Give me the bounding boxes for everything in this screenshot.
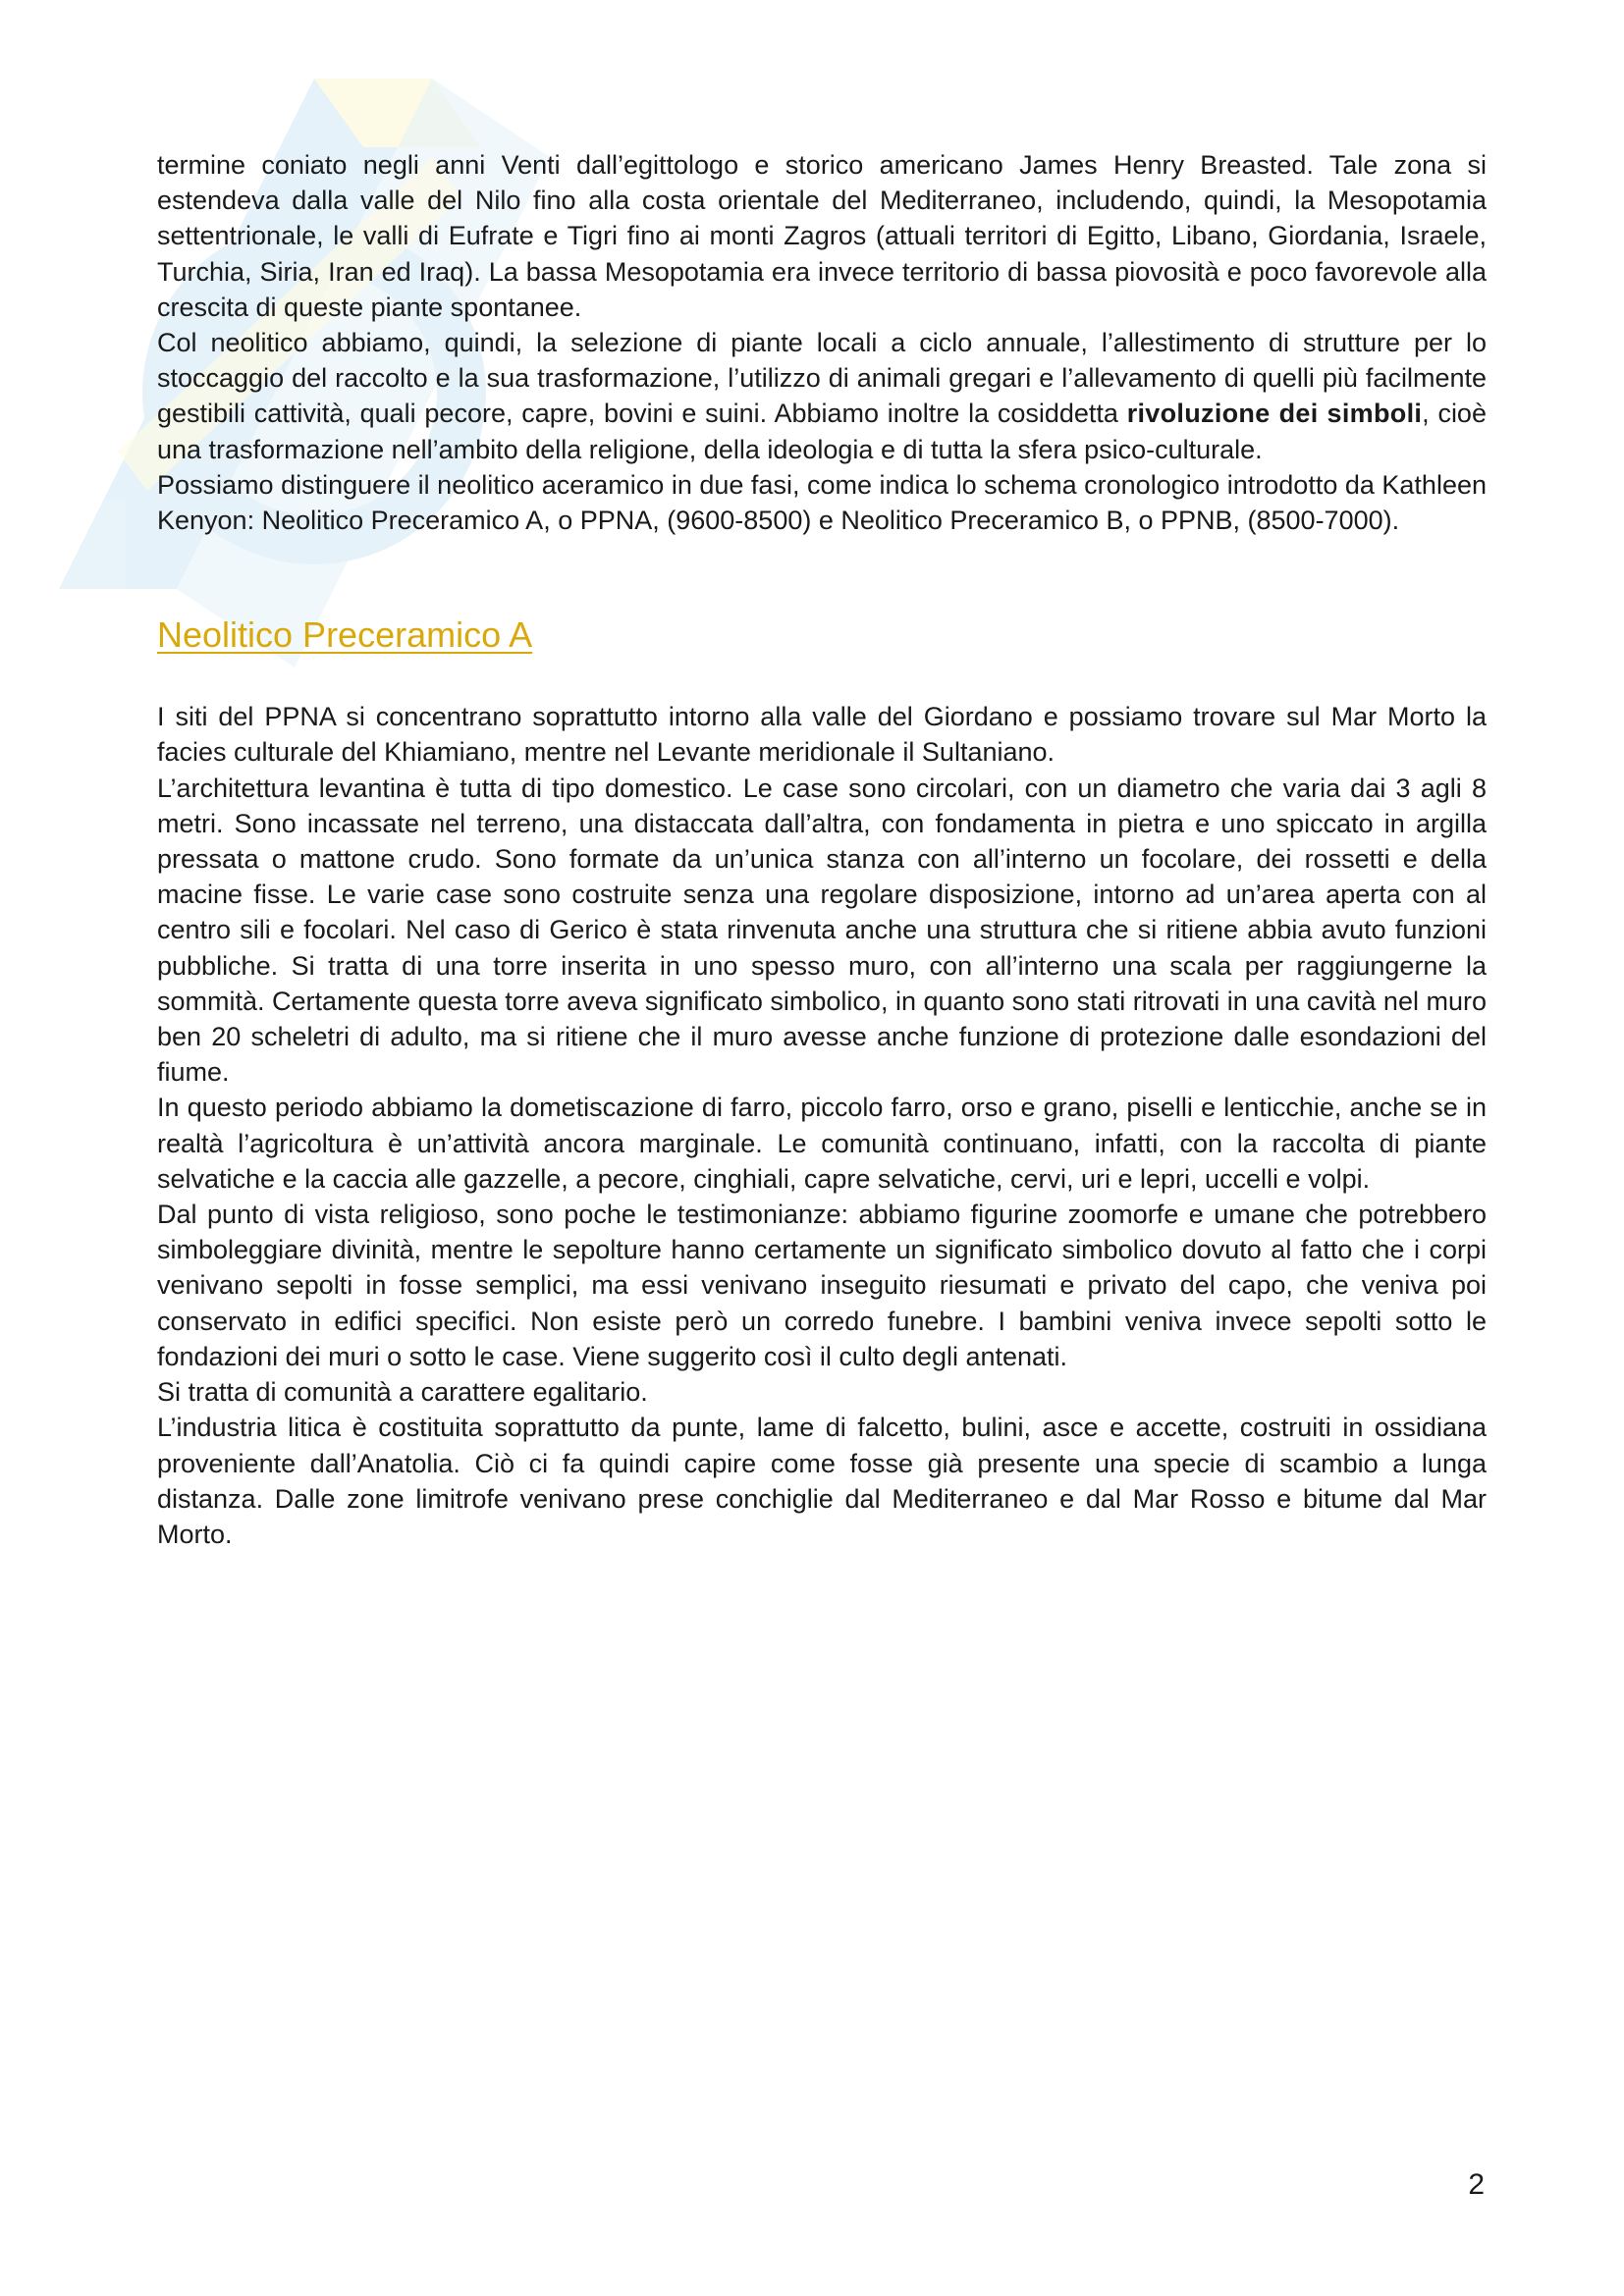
section-paragraph: L’architettura levantina è tutta di tipo domestico. Le case sono circolari, con un diametro che varia dai 3 agli 8 metri. Sono incassate nel terreno, una distaccata dall’altra, con fondamenta in pietra e uno spiccato in argilla pressata o mattone crudo. Sono formate da un’unica stanza con all’interno un focolare, dei rossetti e della macine fisse. Le varie case sono costruite senza una regolare disposizione, intorno ad un’area aperta con al centro sili e focolari. Nel caso di Gerico è stata rinvenuta anche una struttura che si ritiene abbia avuto funzioni pubbliche. Si tratta di una torre inserita in uno spesso muro, con all’interno una scala per raggiungerne la sommità. Certamente questa torre aveva significato simbolico, in quanto sono stati ritrovati in una cavità nel muro ben 20 scheletri di adulto, ma si ritiene che il muro avesse anche funzione di protezione dalle esondazioni del fiume. [157,773,1487,1088]
ppna-section [157,699,1487,1552]
intro-paragraph [157,147,1487,325]
intro-section [157,147,1487,538]
paragraph-text: termine coniato negli anni Venti dall’egittologo e storico americano James Henry Breasted. Tale zona si estendeva dalla valle del Nilo fino alla costa orientale del Mediterraneo, includendo, quindi, la Mesopotamia settentrionale, le valli di Eufrate e Tigri fino ai monti Zagros (attuali territori di Egitto, Libano, Giordania, Israele, Turchia, Siria, Iran ed Iraq). La bassa Mesopotamia era invece territorio di bassa piovosità e poco favorevole alla crescita di queste piante spontanee. [157,150,1487,322]
paragraph-text: Possiamo distinguere il neolitico aceramico in due fasi, come indica lo schema cronologico introdotto da Kathleen Kenyon: Neolitico Preceramico A, o PPNA, (9600-8500) e Neolitico Preceramico B, o PPNB, (8500-7000). [157,469,1487,536]
section-heading: Neolitico Preceramico A [157,614,533,656]
section-paragraph: Si tratta di comunità a carattere egalitario. [157,1377,648,1408]
bold-term: rivoluzione dei simboli [1126,399,1423,429]
section-paragraph: In questo periodo abbiamo la dometiscazione di farro, piccolo farro, orso e grano, piselli e lenticchie, anche se in realtà l’agricoltura è un’attività ancora marginale. Le comunità continuano, infatti, con la raccolta di piante selvatiche e la caccia alle gazzelle, a pecore, cinghiali, capre selvatiche, cervi, uri e lepri, uccelli e volpi. [157,1093,1487,1194]
section-paragraph: I siti del PPNA si concentrano soprattutto intorno alla valle del Giordano e possiamo trovare sul Mar Morto la facies culturale del Khiamiano, mentre nel Levante meridionale il Sultaniano. [157,702,1487,768]
paragraph-text: Col neolitico abbiamo, quindi, la selezione di piante locali a ciclo annuale, l’allestimento di strutture per lo stoccaggio del raccolto e la sua trasformazione, l’utilizzo di animali gregari e l’allevamento di quelli più facilmente gestibili cattività, quali pecore, capre, bovini e suini. Abbiamo inoltre la cosiddetta [157,328,1487,429]
section-paragraph: Dal punto di vista religioso, sono poche le testimonianze: abbiamo figurine zoomorfe e umane che potrebbero simboleggiare divinità, mentre le sepolture hanno certamente un significato simbolico dovuto al fatto che i corpi venivano sepolti in fosse semplici, ma essi venivano inseguito riesumati e privato del capo, che veniva poi conservato in edifici specifici. Non esiste però un corredo funebre. I bambini veniva invece sepolti sotto le fondazioni dei muri o sotto le case. Viene suggerito così il culto degli antenati. [157,1200,1487,1371]
intro-paragraph [157,325,1487,467]
paragraph-text: , cioè una trasformazione nell’ambito della religione, della ideologia e di tutta la sfera psico-culturale. [157,399,1487,464]
section-paragraph: L’industria litica è costituita soprattutto da punte, lame di falcetto, bulini, asce e accette, costruiti in ossidiana proveniente dall’Anatolia. Ciò ci fa quindi capire come fosse già presente una specie di scambio a lunga distanza. Dalle zone limitrofe venivano prese conchiglie dal Mediterraneo e dal Mar Rosso e bitume dal Mar Morto. [157,1413,1487,1549]
page-number: 2 [1468,2168,1485,2201]
intro-paragraph [157,467,1487,538]
document-page [157,147,1487,1552]
